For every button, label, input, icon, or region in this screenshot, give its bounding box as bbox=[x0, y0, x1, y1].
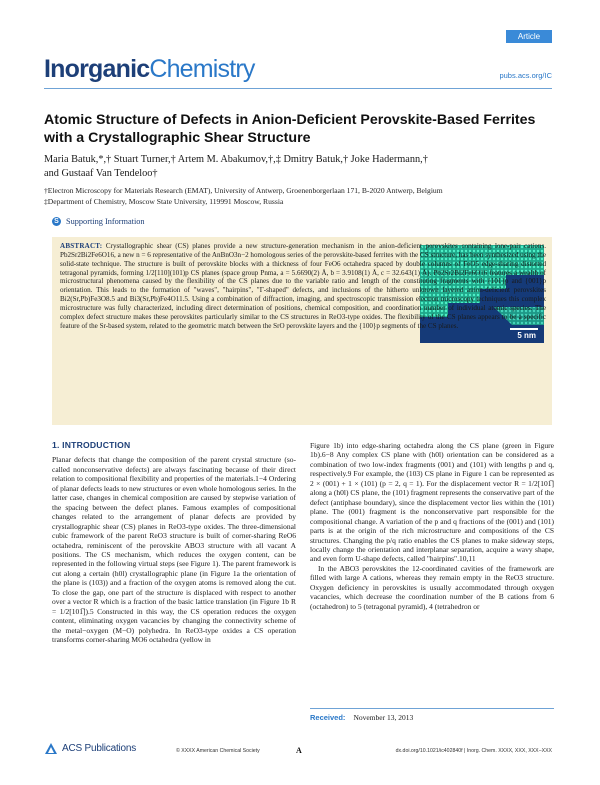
publisher-name[interactable]: ACS Publications bbox=[62, 743, 137, 754]
header-divider bbox=[44, 88, 552, 89]
journal-logo-word2: Chemistry bbox=[149, 55, 255, 83]
received-date bbox=[310, 708, 554, 722]
author-list bbox=[44, 153, 544, 181]
article-title: Atomic Structure of Defects in Anion-Deficient Perovskite-Based Ferrites with a Crystallographic Shear Structure bbox=[44, 112, 536, 146]
copyright-notice: © XXXX American Chemical Society bbox=[176, 748, 260, 754]
doi-citation[interactable]: dx.doi.org/10.1021/ic402840f | Inorg. Chem. XXXX, XXX, XXX−XXX bbox=[395, 748, 552, 754]
abstract bbox=[60, 242, 546, 330]
journal-logo[interactable] bbox=[44, 54, 255, 84]
journal-logo-word1: Inorganic bbox=[44, 55, 150, 83]
author-line-1: Maria Batuk,*,† Stuart Turner,† Artem M. Abakumov,†,‡ Dmitry Batuk,† Joke Hadermann,† bbox=[44, 154, 428, 165]
intro-paragraph-1: Planar defects that change the composition of the parent crystal structure (so-called nonconservative defects) are always fascinating because of their direct relation to compositional flexibility and properties of the materials.1−4 Ordering of planar defects leads to new structures or even whole homologous series. In the latter case, changes in chemical composition are caused by stepwise variation of the spacing between the defect planes. Famous examples of compositional changes related to the arrangement of planar defects are provided by crystallographic shear (CS) planes in ReO3-type oxides. The three-dimensional cubic framework of the parent ReO3 structure is built of corner-sharing ReO6 octahedra, reminiscent of the perovskite ABO3 structure with all vacant A positions. The CS mechanism, which reduces the oxygen content, can be represented in the following virtual steps (see Figure 1). The parent framework is cut along a certain (h0l) crystallographic plane (in Figure 1a the orientation of the plane is (103)) and a fraction of the oxygen atoms is removed along the cut. To close the gap, one part of the structure is displaced with respect to another over a vector R which is a fraction of the basic lattice translation (in Figure 1b R = 1/2[101̅]).5 Constructed in this way, the CS operation reduces the oxygen content, eliminating oxygen vacancies by changing the connectivity scheme of the metal−oxygen (M−O) polyhedra. In ReO3-type oxides a CS operation transforms corner-sharing MO6 octahedra (yellow in bbox=[52, 455, 296, 645]
abstract-label: ABSTRACT: bbox=[60, 242, 103, 250]
intro-paragraph-2: Figure 1b) into edge-sharing octahedra along the CS plane (green in Figure 1b).6−8 Any complex CS plane with (h0l) orientation can be considered as a combination of two low-index fragments (001) and (101) with lengths p and q, respectively.9 For example, the (103) CS plane in Figure 1 can be represented as 2 × (001) + 1 × (101) (p = 2, q = 1). For the displacement vector R = 1/2[101̅] along a (h0l) CS plane, the (101) fragment represents the conservative part of the defect (antiphase boundary), since the displacement vector lies within the (101) plane. The (001) fragment is the nonconservative part responsible for the compositional change. A variation of the p and q fractions of the (001) and (101) parts is at the origin of the rich microstructure and compositions of the CS structures. Changing the p/q ratio enables the CS planes to make sideway steps, locally change the orientation and interplanar separation, acquire a wavy shape, and even form U-shape defects, called "hairpins".10,11 bbox=[310, 441, 554, 564]
journal-url-link[interactable]: pubs.acs.org/IC bbox=[499, 71, 552, 80]
page-number: A bbox=[296, 746, 302, 755]
acs-logo-icon bbox=[44, 742, 58, 756]
article-type-badge: Article bbox=[506, 30, 552, 43]
abstract-body: Crystallographic shear (CS) planes provide a new structure-generation mechanism in the anion-deficient perovskites containing lone-pair cations. Pb2Sr2Bi2Fe6O16, a new n = 6 representative of the AnBnO3n−2 homologous series of the perovskite-based ferrites with the CS structure, has been synthesized using the solid-state technique. The structure is built of perovskite blocks with a thickness of four FeO6 octahedra spaced by double columns of FeO5 edge-sharing distorted tetragonal pyramids, forming 1/2[110](101)p CS planes (space group Pnma, a = 5.6690(2) Å, b = 3.9108(1) Å, c = 32.643(1) Å). Pb2Sr2Bi2Fe6O16 features a wealth of microstructural phenomena caused by the flexibility of the CS planes due to the variable ratio and length of the constituting fragments with {101}p and {001}p orientation. This leads to the formation of "waves", "hairpins", "Γ-shaped" defects, and inclusions of the hitherto unknown layered anion-deficient perovskites Bi2(Sr,Pb)Fe3O8.5 and Bi3(Sr,Pb)Fe4O11.5. Using a combination of diffraction, imaging, and spectroscopic transmission electron microscopy techniques this complex microstructure was fully characterized, including direct determination of positions, chemical composition, and coordination number of individual atomic species. The complex defect structure makes these perovskites particularly similar to the CS structures in ReO3-type oxides. The flexibility of the CS planes appears to be a specific feature of the Sr-based system, related to the geometric match between the SrO perovskite layers and the {100}p segments of the CS planes. bbox=[60, 242, 547, 330]
page-footer bbox=[44, 741, 552, 757]
supporting-information-link[interactable] bbox=[52, 217, 145, 226]
right-column bbox=[310, 441, 554, 611]
author-line-2: and Gustaaf Van Tendeloo† bbox=[44, 168, 158, 179]
scale-bar-label: 5 nm bbox=[517, 331, 536, 340]
received-label: Received: bbox=[310, 713, 346, 722]
supporting-information-label: Supporting Information bbox=[66, 217, 145, 226]
received-value: November 13, 2013 bbox=[353, 713, 414, 722]
affiliation-2: ‡Department of Chemistry, Moscow State University, 119991 Moscow, Russia bbox=[44, 197, 284, 206]
intro-paragraph-3: In the ABO3 perovskites the 12-coordinated cavities of the framework are filled with large A cations, whereas they remain empty in the ReO3 structure. Oxygen deficiency in perovskites is usually accommodated through oxygen vacancies, which decrease the coordination number of the B cations from 6 (octahedron) to 5 (tetragonal pyramid), 4 (tetrahedron or bbox=[310, 563, 554, 611]
introduction-heading: 1. INTRODUCTION bbox=[52, 440, 131, 450]
left-column bbox=[52, 441, 296, 645]
affiliation-1: †Electron Microscopy for Materials Research (EMAT), University of Antwerp, Groenenborgerlaan 171, B-2020 Antwerp, Belgium bbox=[44, 186, 443, 195]
supporting-info-icon: S bbox=[52, 217, 61, 226]
